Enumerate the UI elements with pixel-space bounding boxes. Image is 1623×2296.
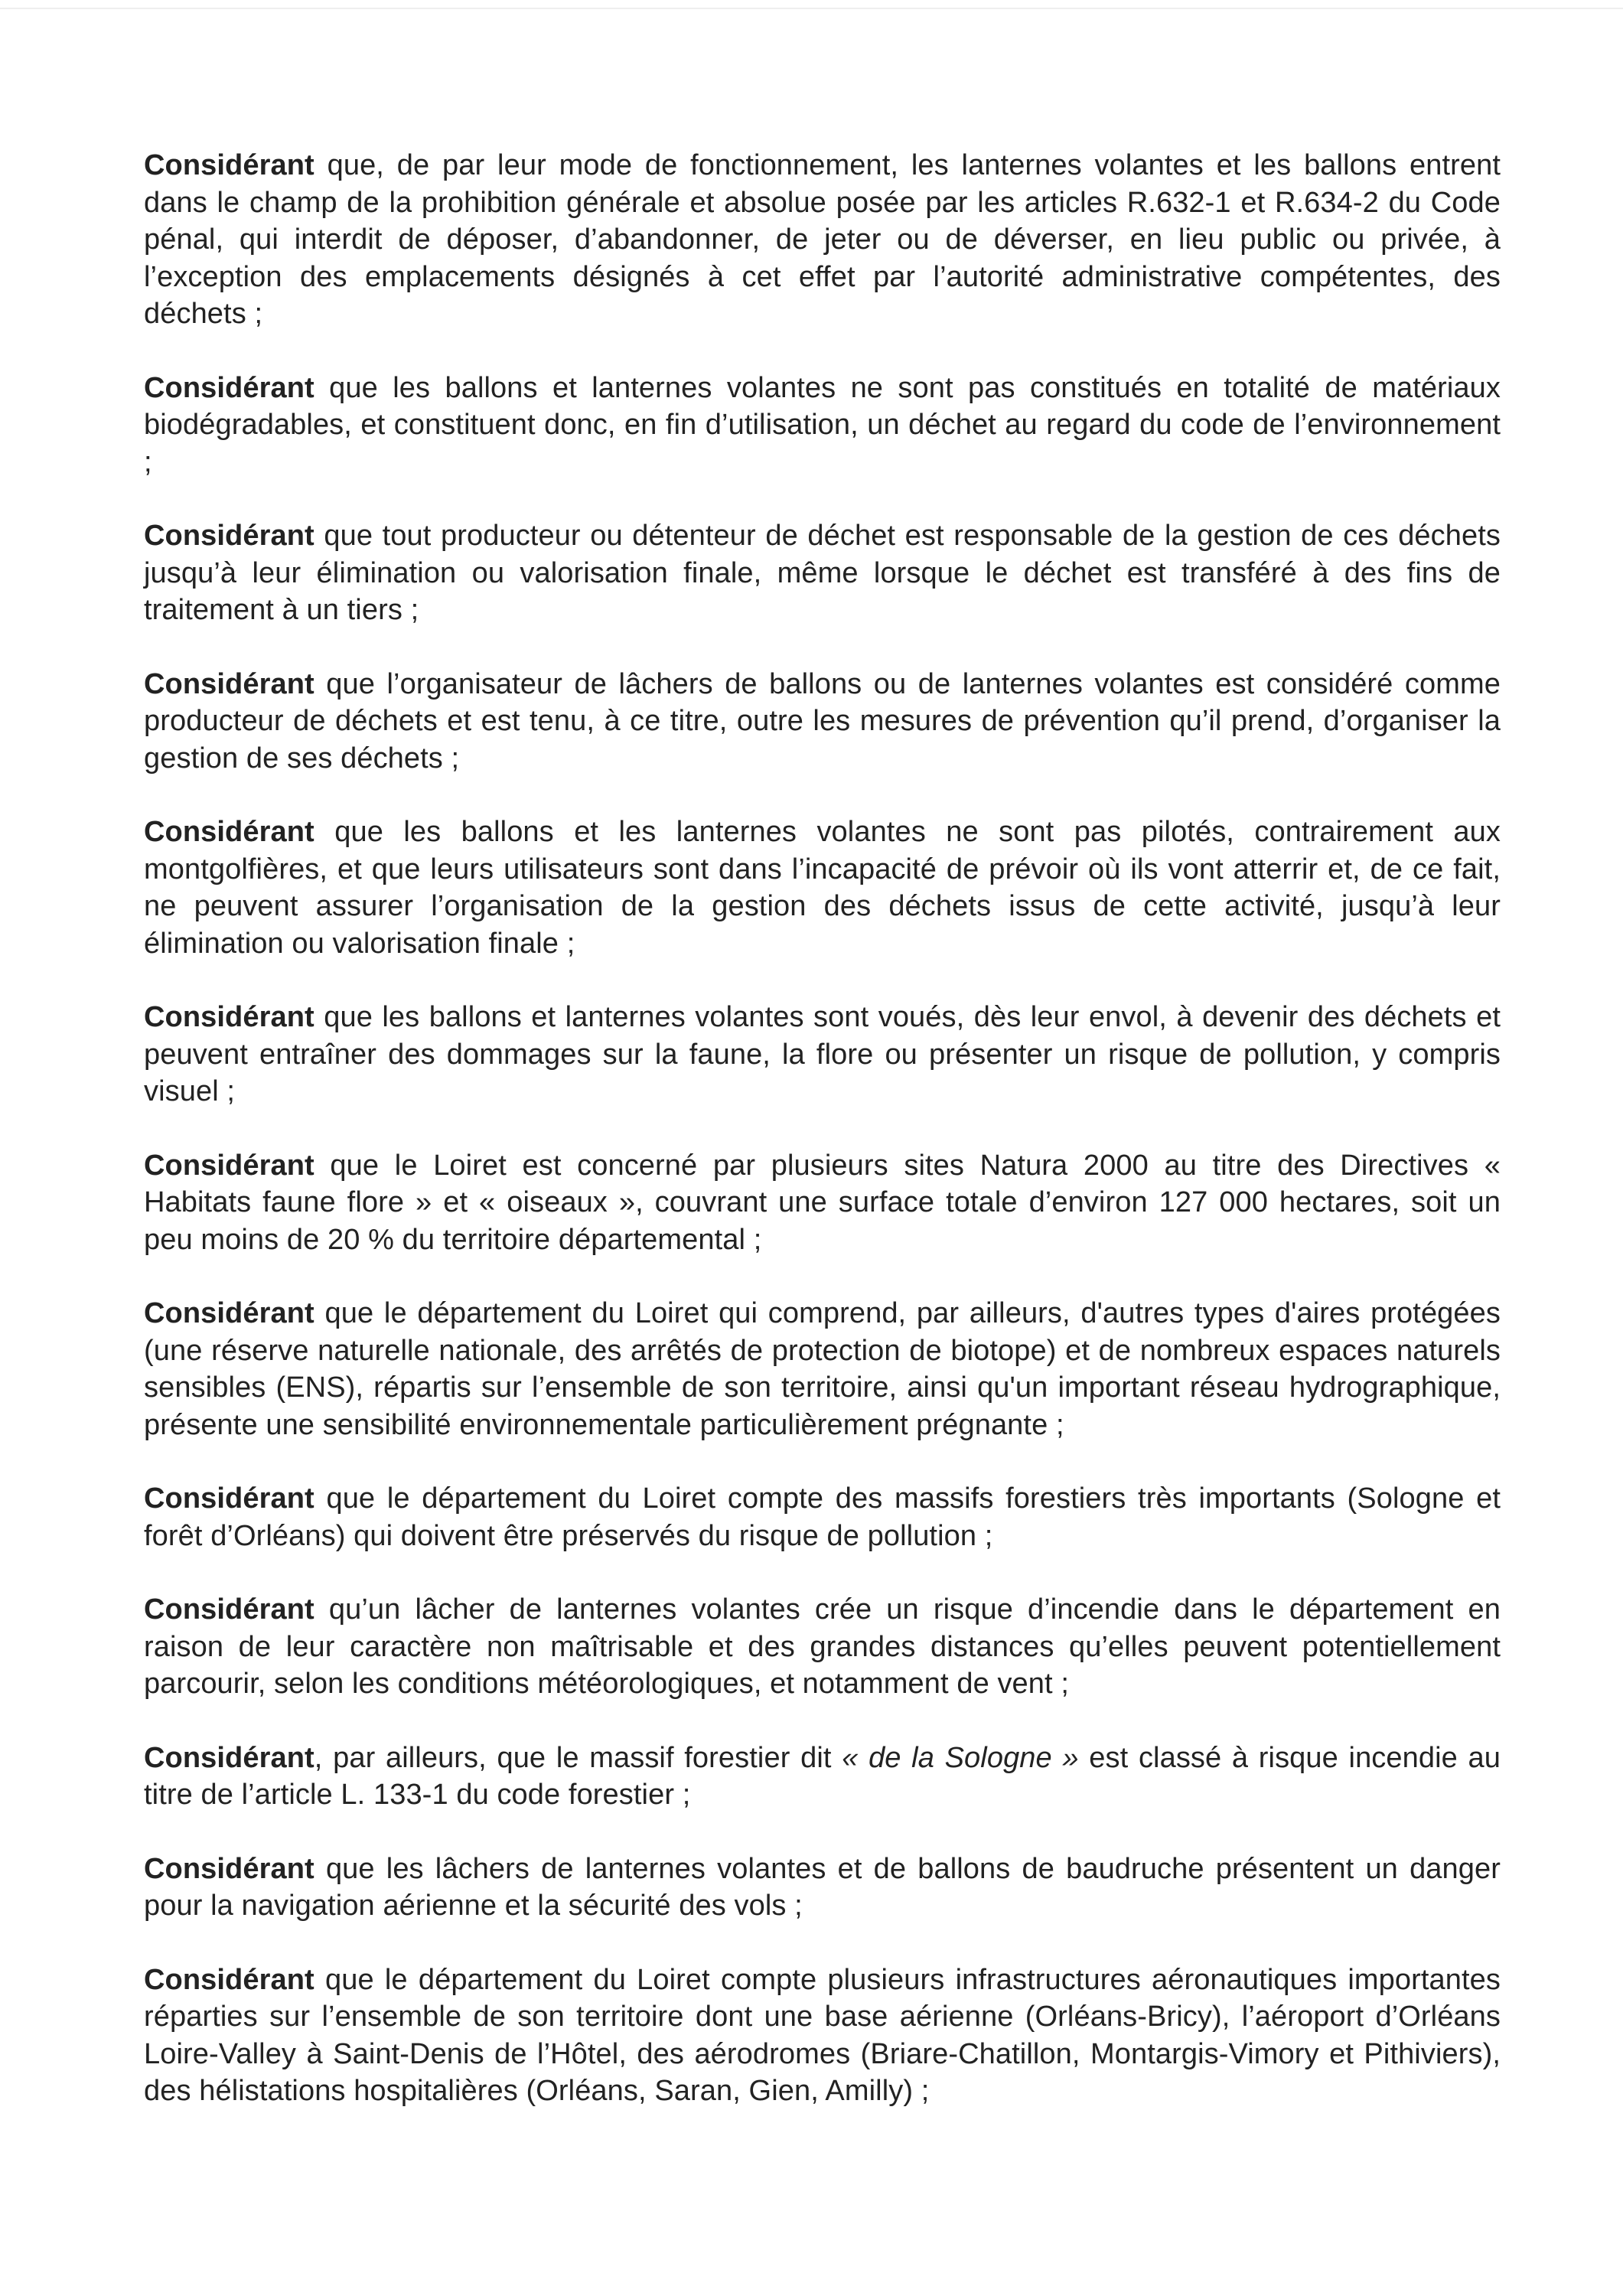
paragraph-7 — [144, 1147, 1501, 1259]
paragraph-10 — [144, 1591, 1501, 1703]
paragraph-5 — [144, 814, 1501, 962]
keyword: Considérant — [144, 1149, 314, 1182]
keyword: Considérant — [144, 1852, 314, 1885]
keyword: Considérant — [144, 1741, 314, 1774]
paragraph-text: que le Loiret est concerné par plusieurs sites Natura 2000 au titre des Directives « Habitats faune flore » et « oiseaux », couvrant une surface totale d’environ 127 000 hectares, soit un peu moins de 20 % du territoire départemental ; — [144, 1149, 1501, 1256]
italic-place-name: « de la Sologne » — [842, 1741, 1079, 1774]
paragraph-text: que tout producteur ou détenteur de déchet est responsable de la gestion de ces déchets jusqu’à leur élimination ou valorisation finale, même lorsque le déchet est transféré à des fins de traitement à un tiers ; — [144, 520, 1501, 626]
paragraph-13 — [144, 1962, 1501, 2110]
keyword: Considérant — [144, 149, 314, 181]
paragraph-8 — [144, 1295, 1501, 1443]
paragraph-text: qu’un lâcher de lanternes volantes crée un risque d’incendie dans le département en raison de leur caractère non maîtrisable et des grandes distances qu’elles peuvent potentiellement parcourir, selon les conditions météorologiques, et notamment de vent ; — [144, 1593, 1501, 1700]
keyword: Considérant — [144, 371, 314, 404]
paragraph-text: que le département du Loiret compte plusieurs infrastructures aéronautiques importantes réparties sur l’ensemble de son territoire dont une base aérienne (Orléans-Bricy), l’aéroport d’Orléans Loire-Valley à Saint-Denis de l’Hôtel, des aérodromes (Briare-Chatillon, Montargis-Vimory et Pithiviers), des hélistations hospitalières (Orléans, Saran, Gien, Amilly) ; — [144, 1963, 1501, 2107]
paragraph-text: que les ballons et lanternes volantes sont voués, dès leur envol, à devenir des déchets et peuvent entraîner des dommages sur la faune, la flore ou présenter un risque de pollution, y compris visuel ; — [144, 1001, 1501, 1107]
scan-top-edge — [0, 8, 1623, 9]
paragraph-3 — [144, 517, 1501, 629]
paragraph-text: , par ailleurs, que le massif forestier dit — [314, 1741, 842, 1774]
keyword: Considérant — [144, 816, 314, 848]
paragraph-text: est classé à risque incendie au titre de l’article L. 133-1 du code forestier ; — [144, 1741, 1501, 1811]
paragraph-11 — [144, 1740, 1501, 1814]
keyword: Considérant — [144, 1482, 314, 1515]
keyword: Considérant — [144, 520, 314, 552]
paragraph-text: que, de par leur mode de fonctionnement, les lanternes volantes et les ballons entrent dans le champ de la prohibition générale et absolue posée par les articles R.632-1 et R.634-2 du Code pénal, qui interdit de déposer, d’abandonner, de jeter ou de déverser, en lieu public ou privée, à l’exception des emplacements désignés à cet effet par l’autorité administrative compétentes, des déchets ; — [144, 149, 1501, 330]
keyword: Considérant — [144, 1963, 314, 1996]
paragraph-4 — [144, 666, 1501, 778]
keyword: Considérant — [144, 667, 314, 700]
paragraph-text: que les ballons et les lanternes volantes ne sont pas pilotés, contrairement aux montgolfières, et que leurs utilisateurs sont dans l’incapacité de prévoir où ils vont atterrir et, de ce fait, ne peuvent assurer l’organisation de la gestion des déchets issus de cette activité, jusqu’à leur élimination ou valorisation finale ; — [144, 816, 1501, 960]
paragraph-1 — [144, 147, 1501, 333]
paragraph-text: que les lâchers de lanternes volantes et de ballons de baudruche présentent un danger pour la navigation aérienne et la sécurité des vols ; — [144, 1852, 1501, 1922]
paragraph-12 — [144, 1851, 1501, 1925]
paragraph-text: que l’organisateur de lâchers de ballons ou de lanternes volantes est considéré comme producteur de déchets et est tenu, à ce titre, outre les mesures de prévention qu’il prend, d’organiser la gestion de ses déchets ; — [144, 667, 1501, 775]
paragraph-6 — [144, 999, 1501, 1110]
keyword: Considérant — [144, 1001, 314, 1033]
paragraph-text: que le département du Loiret qui comprend, par ailleurs, d'autres types d'aires protégées (une réserve naturelle nationale, des arrêtés de protection de biotope) et de nombreux espaces naturels sensibles (ENS), répartis sur l’ensemble de son territoire, ainsi qu'un important réseau hydrographique, présente une sensibilité environnementale particulièrement prégnante ; — [144, 1297, 1501, 1441]
keyword: Considérant — [144, 1297, 314, 1329]
keyword: Considérant — [144, 1593, 314, 1626]
paragraph-text: que le département du Loiret compte des massifs forestiers très importants (Sologne et forêt d’Orléans) qui doivent être préservés du risque de pollution ; — [144, 1482, 1501, 1552]
paragraph-2 — [144, 370, 1501, 481]
paragraph-text: que les ballons et lanternes volantes ne sont pas constitués en totalité de matériaux biodégradables, et constituent donc, en fin d’utilisation, un déchet au regard du code de l’environnement ; — [144, 371, 1501, 478]
paragraph-9 — [144, 1480, 1501, 1554]
